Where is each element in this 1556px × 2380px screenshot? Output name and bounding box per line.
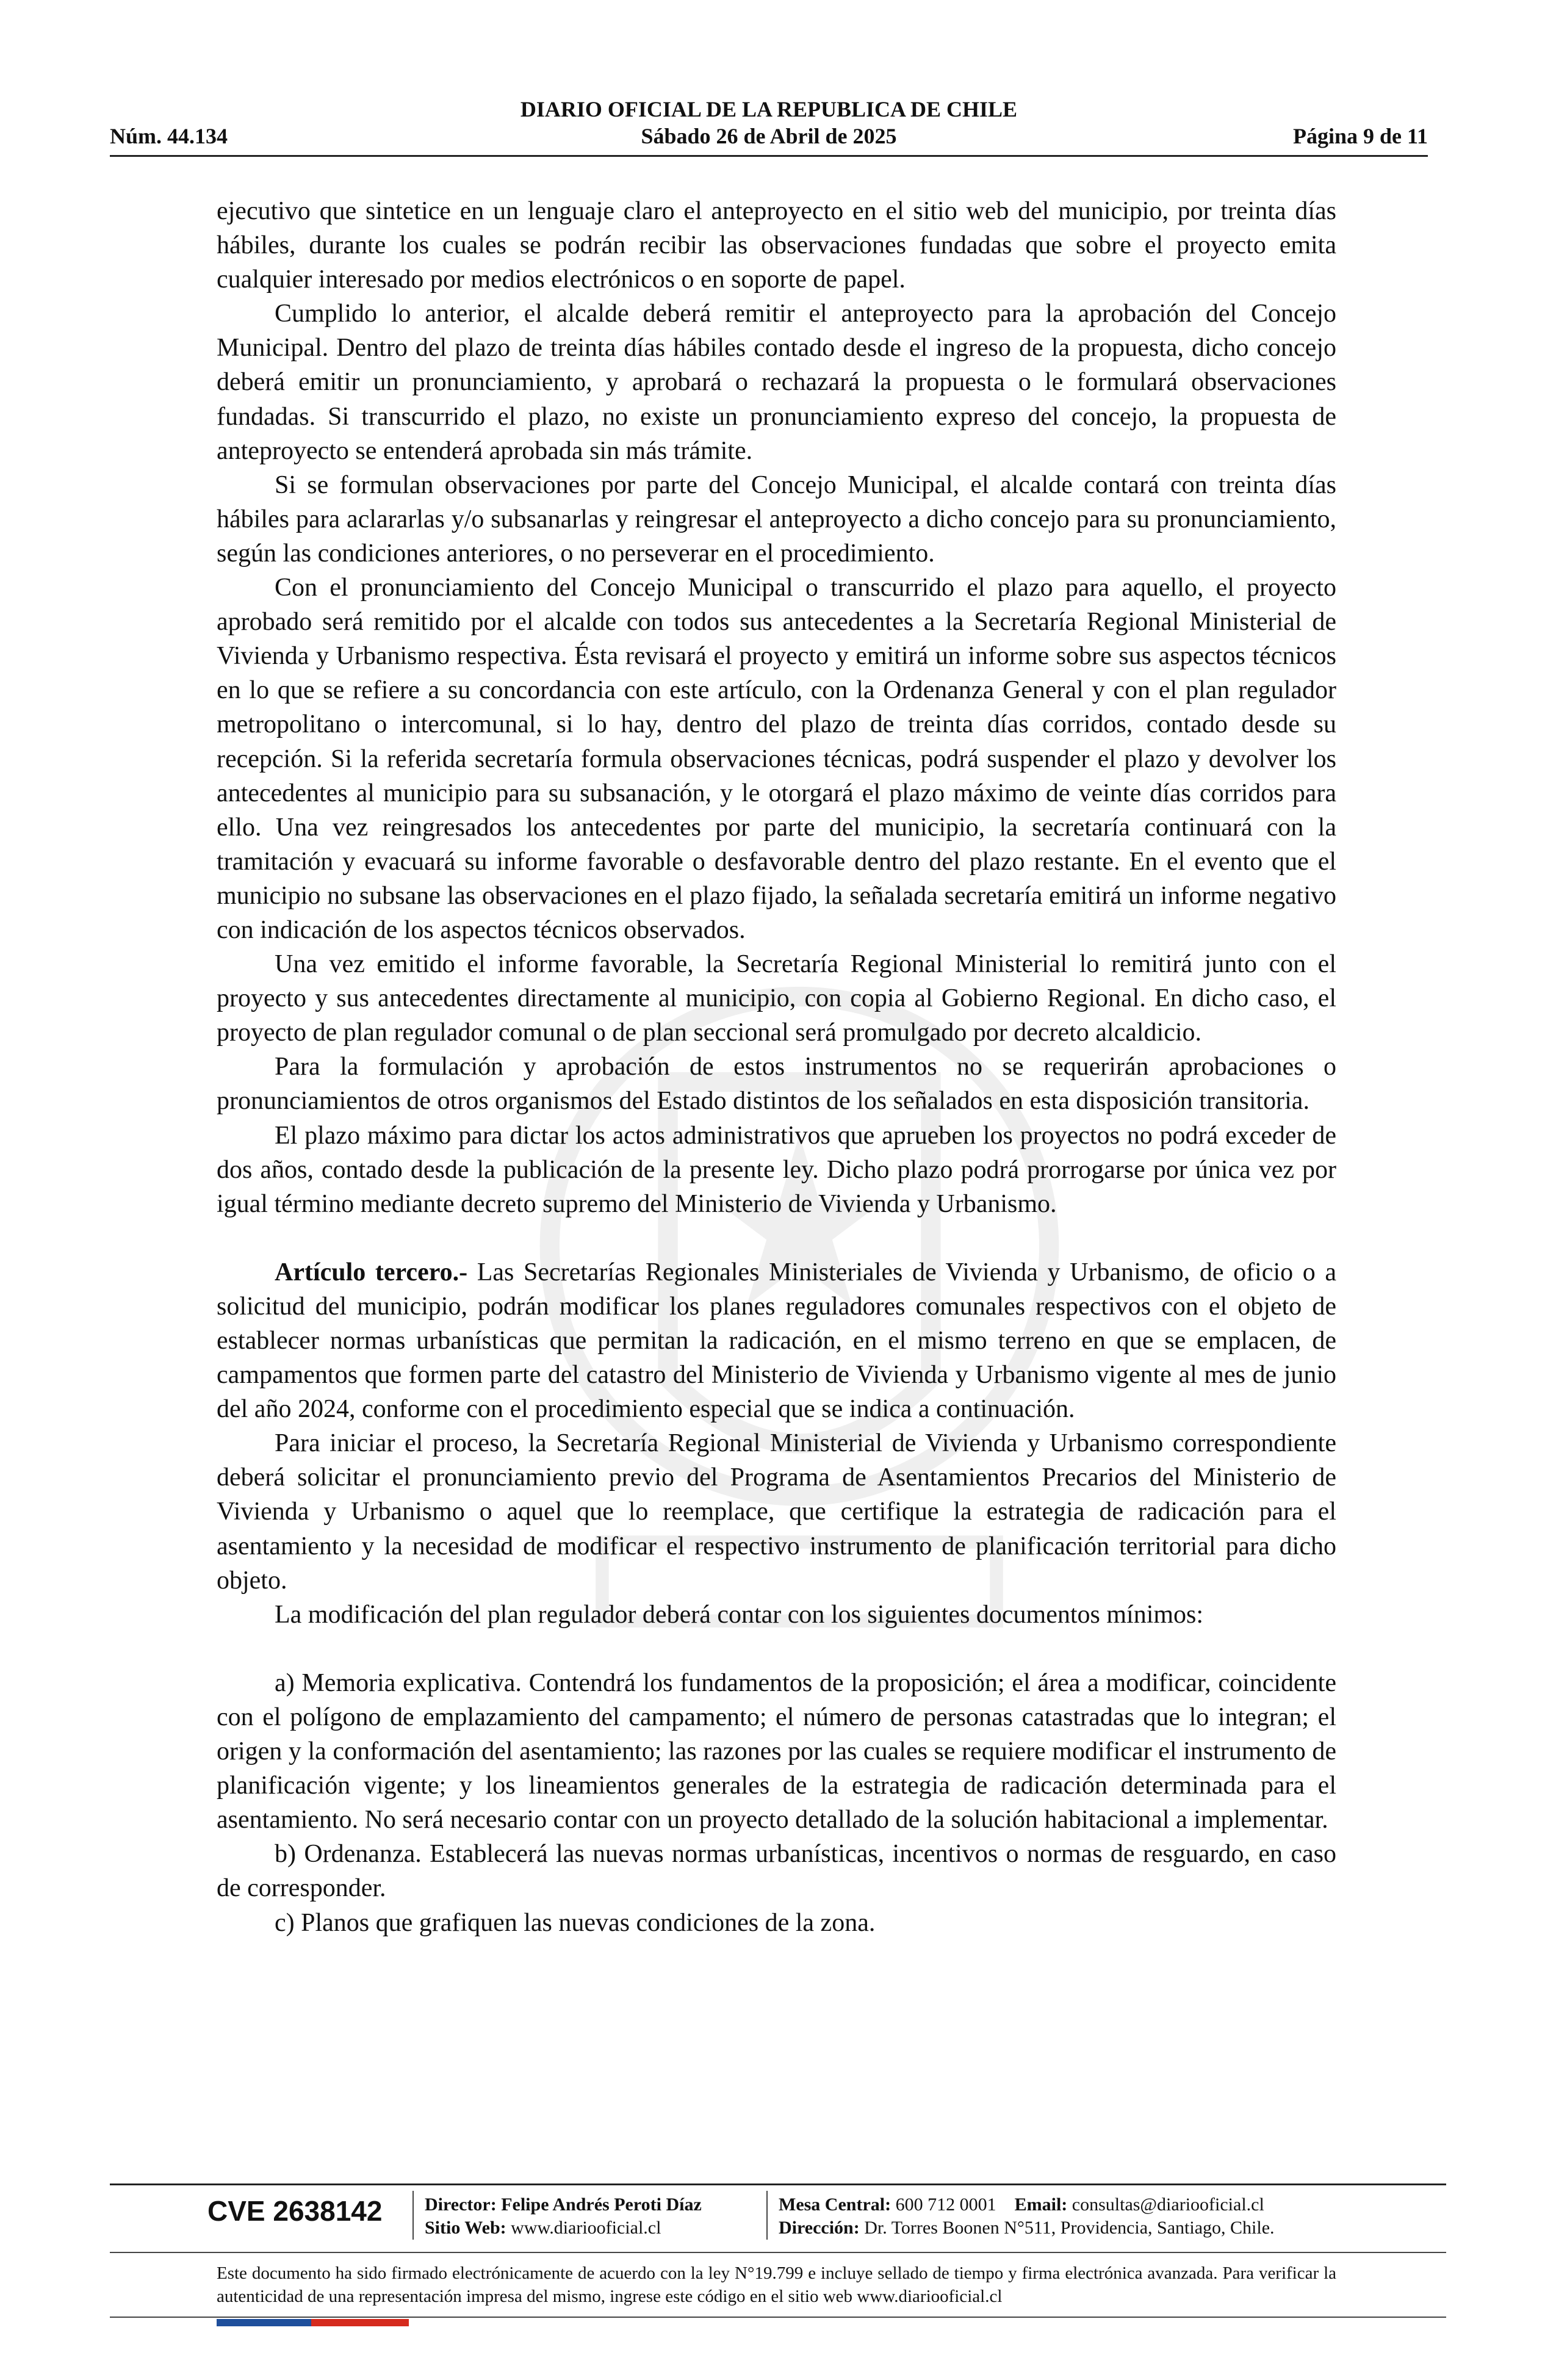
gazette-title: DIARIO OFICIAL DE LA REPUBLICA DE CHILE <box>520 97 1018 121</box>
document-body <box>217 194 1336 1940</box>
article-heading: Artículo tercero.- <box>275 1258 468 1286</box>
paragraph: Para iniciar el proceso, la Secretaría Regional Ministerial de Vivienda y Urbanismo correspondiente deberá solicitar el pronunciamiento previo del Programa de Asentamientos Precarios del Ministerio de Vivienda y Urbanismo o aquel que lo reemplace, que certifique la estrategia de radicación para el asentamiento y la necesidad de modificar el respectivo instrumento de planificación territorial para dicho objeto. <box>217 1429 1336 1595</box>
paragraph: El plazo máximo para dictar los actos administrativos que aprueben los proyectos no podrá exceder de dos años, contado desde la publicación de la presente ley. Dicho plazo podrá prorrogarse por única vez por igual término mediante decreto supremo del Ministerio de Vivienda y Urbanismo. <box>217 1121 1336 1218</box>
paragraph: Cumplido lo anterior, el alcalde deberá remitir el anteproyecto para la aprobación del Concejo Municipal. Dentro del plazo de treinta días hábiles contado desde el ingreso de la propuesta, dicho concejo deberá emitir un pronunciamiento, y aprobará o rechazará la propuesta o le formulará observaciones fundadas. Si transcurrido el plazo, no existe un pronunciamiento expreso del concejo, la propuesta de anteproyecto se entenderá aprobada sin más trámite. <box>217 300 1336 465</box>
article-text: Las Secretarías Regionales Ministeriales de Vivienda y Urbanismo, de oficio o a solicitud del municipio, podrán modificar los planes reguladores comunales respectivos con el objeto de establecer normas urbanísticas que permitan la radicación, en el mismo terreno en que se emplacen, de campamentos que formen parte del catastro del Ministerio de Vivienda y Urbanismo vigente al mes de junio del año 2024, conforme con el procedimiento especial que se indica a continuación. <box>217 1258 1336 1424</box>
footer-contact-block: Mesa Central: 600 712 0001 Email: consultas@diariooficial.cl Dirección: Dr. Torres Boonen N°511, Providencia, Santiago, Chile. <box>779 2194 1275 2238</box>
page-header <box>110 92 1428 159</box>
cve-code: CVE 2638142 <box>207 2195 383 2227</box>
address: Dr. Torres Boonen N°511, Providencia, Santiago, Chile. <box>864 2218 1275 2238</box>
legal-notice: Este documento ha sido firmado electrónicamente de acuerdo con la ley N°19.799 e incluye sellado de tiempo y firma electrónica avanzada. Para verificar la autenticidad de una representación impresa del mismo, ingrese este código en el sitio web www.diariooficial.cl <box>217 2263 1336 2306</box>
website-link[interactable]: www.diariooficial.cl <box>511 2218 661 2238</box>
paragraph: ejecutivo que sintetice en un lenguaje claro el anteproyecto en el sitio web del municipio, por treinta días hábiles, durante los cuales se podrán recibir las observaciones fundadas que sobre el proyecto emita cualquier interesado por medios electrónicos o en soporte de papel. <box>217 197 1336 294</box>
list-item: c) Planos que grafiquen las nuevas condiciones de la zona. <box>275 1908 876 1937</box>
issue-date: Sábado 26 de Abril de 2025 <box>641 124 897 148</box>
paragraph: La modificación del plan regulador deberá contar con los siguientes documentos mínimos: <box>275 1600 1204 1629</box>
phone-number: 600 712 0001 <box>895 2194 996 2215</box>
chile-flag-stripe <box>217 2319 409 2326</box>
list-item: a) Memoria explicativa. Contendrá los fundamentos de la proposición; el área a modificar, coincidente con el polígono de emplazamiento del campamento; el número de personas catastradas que lo integran; el origen y la conformación del asentamiento; las razones por las cuales se requiere modificar el instrumento de planificación vigente; y los lineamientos generales de la estrategia de radicación determinada para el asentamiento. No será necesario contar con un proyecto detallado de la solución habitacional a implementar. <box>217 1668 1336 1834</box>
paragraph: Una vez emitido el informe favorable, la Secretaría Regional Ministerial lo remitirá junto con el proyecto y sus antecedentes directamente al municipio, con copia al Gobierno Regional. En dicho caso, el proyecto de plan regulador comunal o de plan seccional será promulgado por decreto alcaldicio. <box>217 950 1336 1047</box>
footer-divider <box>110 2252 1446 2253</box>
list-item: b) Ordenanza. Establecerá las nuevas normas urbanísticas, incentivos o normas de resguardo, en caso de corresponder. <box>217 1840 1336 1903</box>
issue-number: Núm. 44.134 <box>110 124 228 148</box>
footer-director-block: Director: Felipe Andrés Peroti Díaz Sitio Web: www.diariooficial.cl <box>425 2194 702 2238</box>
footer-separator <box>766 2191 768 2240</box>
paragraph: Con el pronunciamiento del Concejo Municipal o transcurrido el plazo para aquello, el proyecto aprobado será remitido por el alcalde con todos sus antecedentes a la Secretaría Regional Ministerial de Vivienda y Urbanismo respectiva. Ésta revisará el proyecto y emitirá un informe sobre sus aspectos técnicos en lo que se refiere a su concordancia con este artículo, con la Ordenanza General y con el plan regulador metropolitano o intercomunal, si lo hay, dentro del plazo de treinta días corridos, contado desde su recepción. Si la referida secretaría formula observaciones técnicas, podrá suspender el plazo y devolver los antecedentes al municipio para su subsanación, y le otorgará el plazo máximo de veinte días corridos para ello. Una vez reingresados los antecedentes por parte del municipio, la secretaría continuará con la tramitación y evacuará su informe favorable o desfavorable dentro del plazo restante. En el evento que el municipio no subsane las observaciones en el plazo fijado, la señalada secretaría emitirá un informe negativo con indicación de los aspectos técnicos observados. <box>217 574 1336 944</box>
article-paragraph <box>217 1255 1336 1426</box>
header-divider <box>110 155 1428 157</box>
footer-divider <box>110 2183 1446 2185</box>
page-number: Página 9 de 11 <box>1292 124 1428 148</box>
paragraph: Si se formulan observaciones por parte del Concejo Municipal, el alcalde contará con treinta días hábiles para aclararlas y/o subsanarlas y reingresar el anteproyecto a dicho concejo para su pronunciamiento, según las condiciones anteriores, o no perseverar en el procedimiento. <box>217 471 1336 568</box>
email-link[interactable]: consultas@diariooficial.cl <box>1072 2194 1264 2215</box>
footer-separator <box>412 2191 414 2240</box>
paragraph: Para la formulación y aprobación de estos instrumentos no se requerirán aprobaciones o pronunciamientos de otros organismos del Estado distintos de los señalados en esta disposición transitoria. <box>217 1053 1336 1116</box>
director-name: Felipe Andrés Peroti Díaz <box>501 2194 702 2215</box>
footer-divider <box>110 2317 1446 2318</box>
